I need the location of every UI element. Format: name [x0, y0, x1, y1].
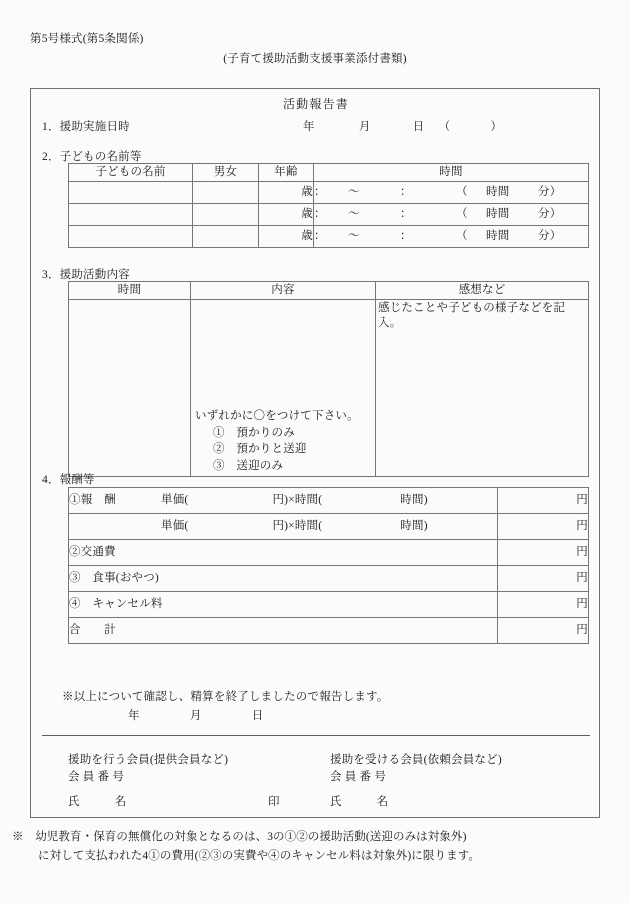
year-label: 年: [303, 121, 315, 133]
table-row: [69, 514, 589, 540]
hours-label: 時間): [400, 494, 428, 506]
children-table-header-row: [69, 164, 589, 182]
provider-signature-block: [68, 752, 280, 811]
time-range-tilde: ～: [348, 230, 360, 242]
choice-option-3[interactable]: ③ 送迎のみ: [213, 459, 284, 472]
duration-paren-open: （: [456, 208, 468, 220]
duration-hour-label: 時間: [486, 230, 510, 242]
hours-label: 時間): [400, 520, 428, 532]
child-age-unit[interactable]: 歳: [259, 204, 314, 226]
start-time-colon: ：: [314, 208, 326, 220]
requester-member-no-label[interactable]: 会 員 番 号: [330, 771, 387, 783]
child-gender-input[interactable]: [193, 226, 259, 248]
unit-price-label: 単価(: [161, 494, 189, 506]
table-row: [69, 204, 589, 226]
duration-paren-open: （: [456, 230, 468, 242]
choice-list: [195, 408, 359, 474]
fee-row-reward-2[interactable]: [69, 514, 498, 540]
requester-title: 援助を受ける会員(依頼会員など): [330, 754, 502, 766]
column-header-impression: 感想など: [376, 282, 589, 300]
closing-year-label: 年: [128, 710, 140, 722]
table-row: [69, 566, 589, 592]
end-time-colon: ：: [400, 208, 412, 220]
fee-row-transport[interactable]: ②交通費: [69, 540, 498, 566]
month-label: 月: [358, 121, 371, 133]
closing-month-label: 月: [189, 710, 202, 722]
unit-price-label: 単価(: [161, 520, 189, 532]
fee-amount-total[interactable]: 円: [498, 618, 589, 644]
requester-name-label[interactable]: 氏 名: [330, 796, 389, 808]
section-3-heading: 3．援助活動内容: [42, 269, 130, 281]
choice-option-2[interactable]: ② 預かりと送迎: [213, 443, 307, 455]
closing-day-label: 日: [251, 710, 264, 722]
fee-amount-cancellation[interactable]: 円: [498, 592, 589, 618]
duration-minute-label: 分）: [538, 186, 562, 198]
start-time-colon: ：: [314, 230, 326, 242]
end-time-colon: ：: [400, 230, 412, 242]
choice-prompt: いずれかに〇をつけて下さい。: [195, 410, 359, 422]
page-title: 活動報告書: [282, 97, 349, 111]
child-time-fields[interactable]: [314, 182, 589, 204]
closing-date-line: [128, 707, 263, 723]
provider-name-label[interactable]: 氏 名: [68, 796, 127, 808]
duration-minute-label: 分）: [538, 230, 562, 242]
fee-row-total-label: 合 計: [69, 618, 498, 644]
signature-divider: [42, 735, 590, 736]
seal-icon: 印: [268, 796, 280, 808]
weekday-paren-close: ）: [490, 121, 503, 133]
impression-hint-text: 感じたことや子どもの様子などを記入。: [378, 302, 566, 329]
activity-table-header-row: [69, 282, 589, 300]
time-range-tilde: ～: [348, 186, 360, 198]
fee-label-reward: ①報 酬: [69, 494, 116, 506]
table-row: [69, 226, 589, 248]
spacer: [330, 786, 502, 794]
choice-option-1[interactable]: ① 預かりのみ: [213, 426, 295, 439]
duration-minute-label: 分）: [538, 208, 562, 220]
fee-amount-reward-1[interactable]: 円: [498, 488, 589, 514]
table-row-total: [69, 618, 589, 644]
child-time-fields[interactable]: [314, 204, 589, 226]
duration-paren-open: （: [456, 186, 468, 198]
yen-times-hours-label: 円)×時間(: [272, 520, 323, 532]
child-name-input[interactable]: [69, 204, 193, 226]
provider-title: 援助を行う会員(提供会員など): [68, 754, 229, 766]
duration-hour-label: 時間: [486, 186, 510, 198]
weekday-paren-open: （: [438, 121, 451, 133]
column-header-activity-content: 内容: [191, 282, 376, 300]
table-row: [69, 300, 589, 477]
day-label: 日: [412, 121, 425, 133]
implementation-date-line: [303, 118, 502, 134]
table-row: [69, 592, 589, 618]
section-1-heading: 1．援助実施日時: [42, 121, 130, 133]
form-code: 第5号様式(第5条関係): [30, 33, 144, 45]
activity-content-input[interactable]: [191, 300, 376, 477]
fee-amount-transport[interactable]: 円: [498, 540, 589, 566]
time-range-tilde: ～: [348, 208, 360, 220]
footnote-line-2: に対して支払われた4①の費用(②③の実費や④のキャンセル料は対象外)に限ります。: [38, 850, 480, 862]
child-gender-input[interactable]: [193, 182, 259, 204]
closing-statement: ※以上について確認し、精算を終了しましたので報告します。: [62, 691, 389, 703]
footnote-line-1: ※ 幼児教育・保育の無償化の対象となるのは、3の①②の援助活動(送迎のみは対象外): [12, 831, 467, 843]
requester-signature-block: [330, 752, 502, 811]
yen-times-hours-label: 円)×時間(: [272, 494, 323, 506]
fee-amount-meal[interactable]: 円: [498, 566, 589, 592]
activity-table: [68, 281, 589, 477]
end-time-colon: ：: [400, 186, 412, 198]
activity-choice-block: [191, 300, 375, 476]
child-age-unit[interactable]: 歳: [259, 182, 314, 204]
footnote: [12, 828, 480, 866]
provider-member-no-label[interactable]: 会 員 番 号: [68, 771, 125, 783]
duration-hour-label: 時間: [486, 208, 510, 220]
fee-row-meal[interactable]: ③ 食事(おやつ): [69, 566, 498, 592]
column-header-age: 年齢: [259, 164, 314, 182]
fee-row-cancellation[interactable]: ④ キャンセル料: [69, 592, 498, 618]
fee-table: [68, 487, 589, 644]
activity-time-input[interactable]: [69, 300, 191, 477]
table-row: [69, 182, 589, 204]
fee-amount-reward-2[interactable]: 円: [498, 514, 589, 540]
column-header-gender: 男女: [193, 164, 259, 182]
child-time-fields[interactable]: [314, 226, 589, 248]
table-row: [69, 540, 589, 566]
column-header-child-name: 子どもの名前: [69, 164, 193, 182]
child-age-unit[interactable]: 歳: [259, 226, 314, 248]
section-4-heading: 4．報酬等: [42, 474, 95, 486]
children-table: [68, 163, 589, 248]
child-name-input[interactable]: [69, 226, 193, 248]
section-2-heading: 2．子どもの名前等: [42, 151, 142, 163]
spacer: [68, 786, 228, 794]
table-row: [69, 488, 589, 514]
child-name-input[interactable]: [69, 182, 193, 204]
fee-row-reward-1[interactable]: [69, 488, 498, 514]
impression-input[interactable]: [376, 300, 589, 477]
column-header-activity-time: 時間: [69, 282, 191, 300]
column-header-time: 時間: [314, 164, 589, 182]
provider-name-row: [68, 794, 280, 811]
start-time-colon: ：: [314, 186, 326, 198]
child-gender-input[interactable]: [193, 204, 259, 226]
document-subtitle: (子育て援助活動支援事業添付書類): [223, 53, 407, 65]
